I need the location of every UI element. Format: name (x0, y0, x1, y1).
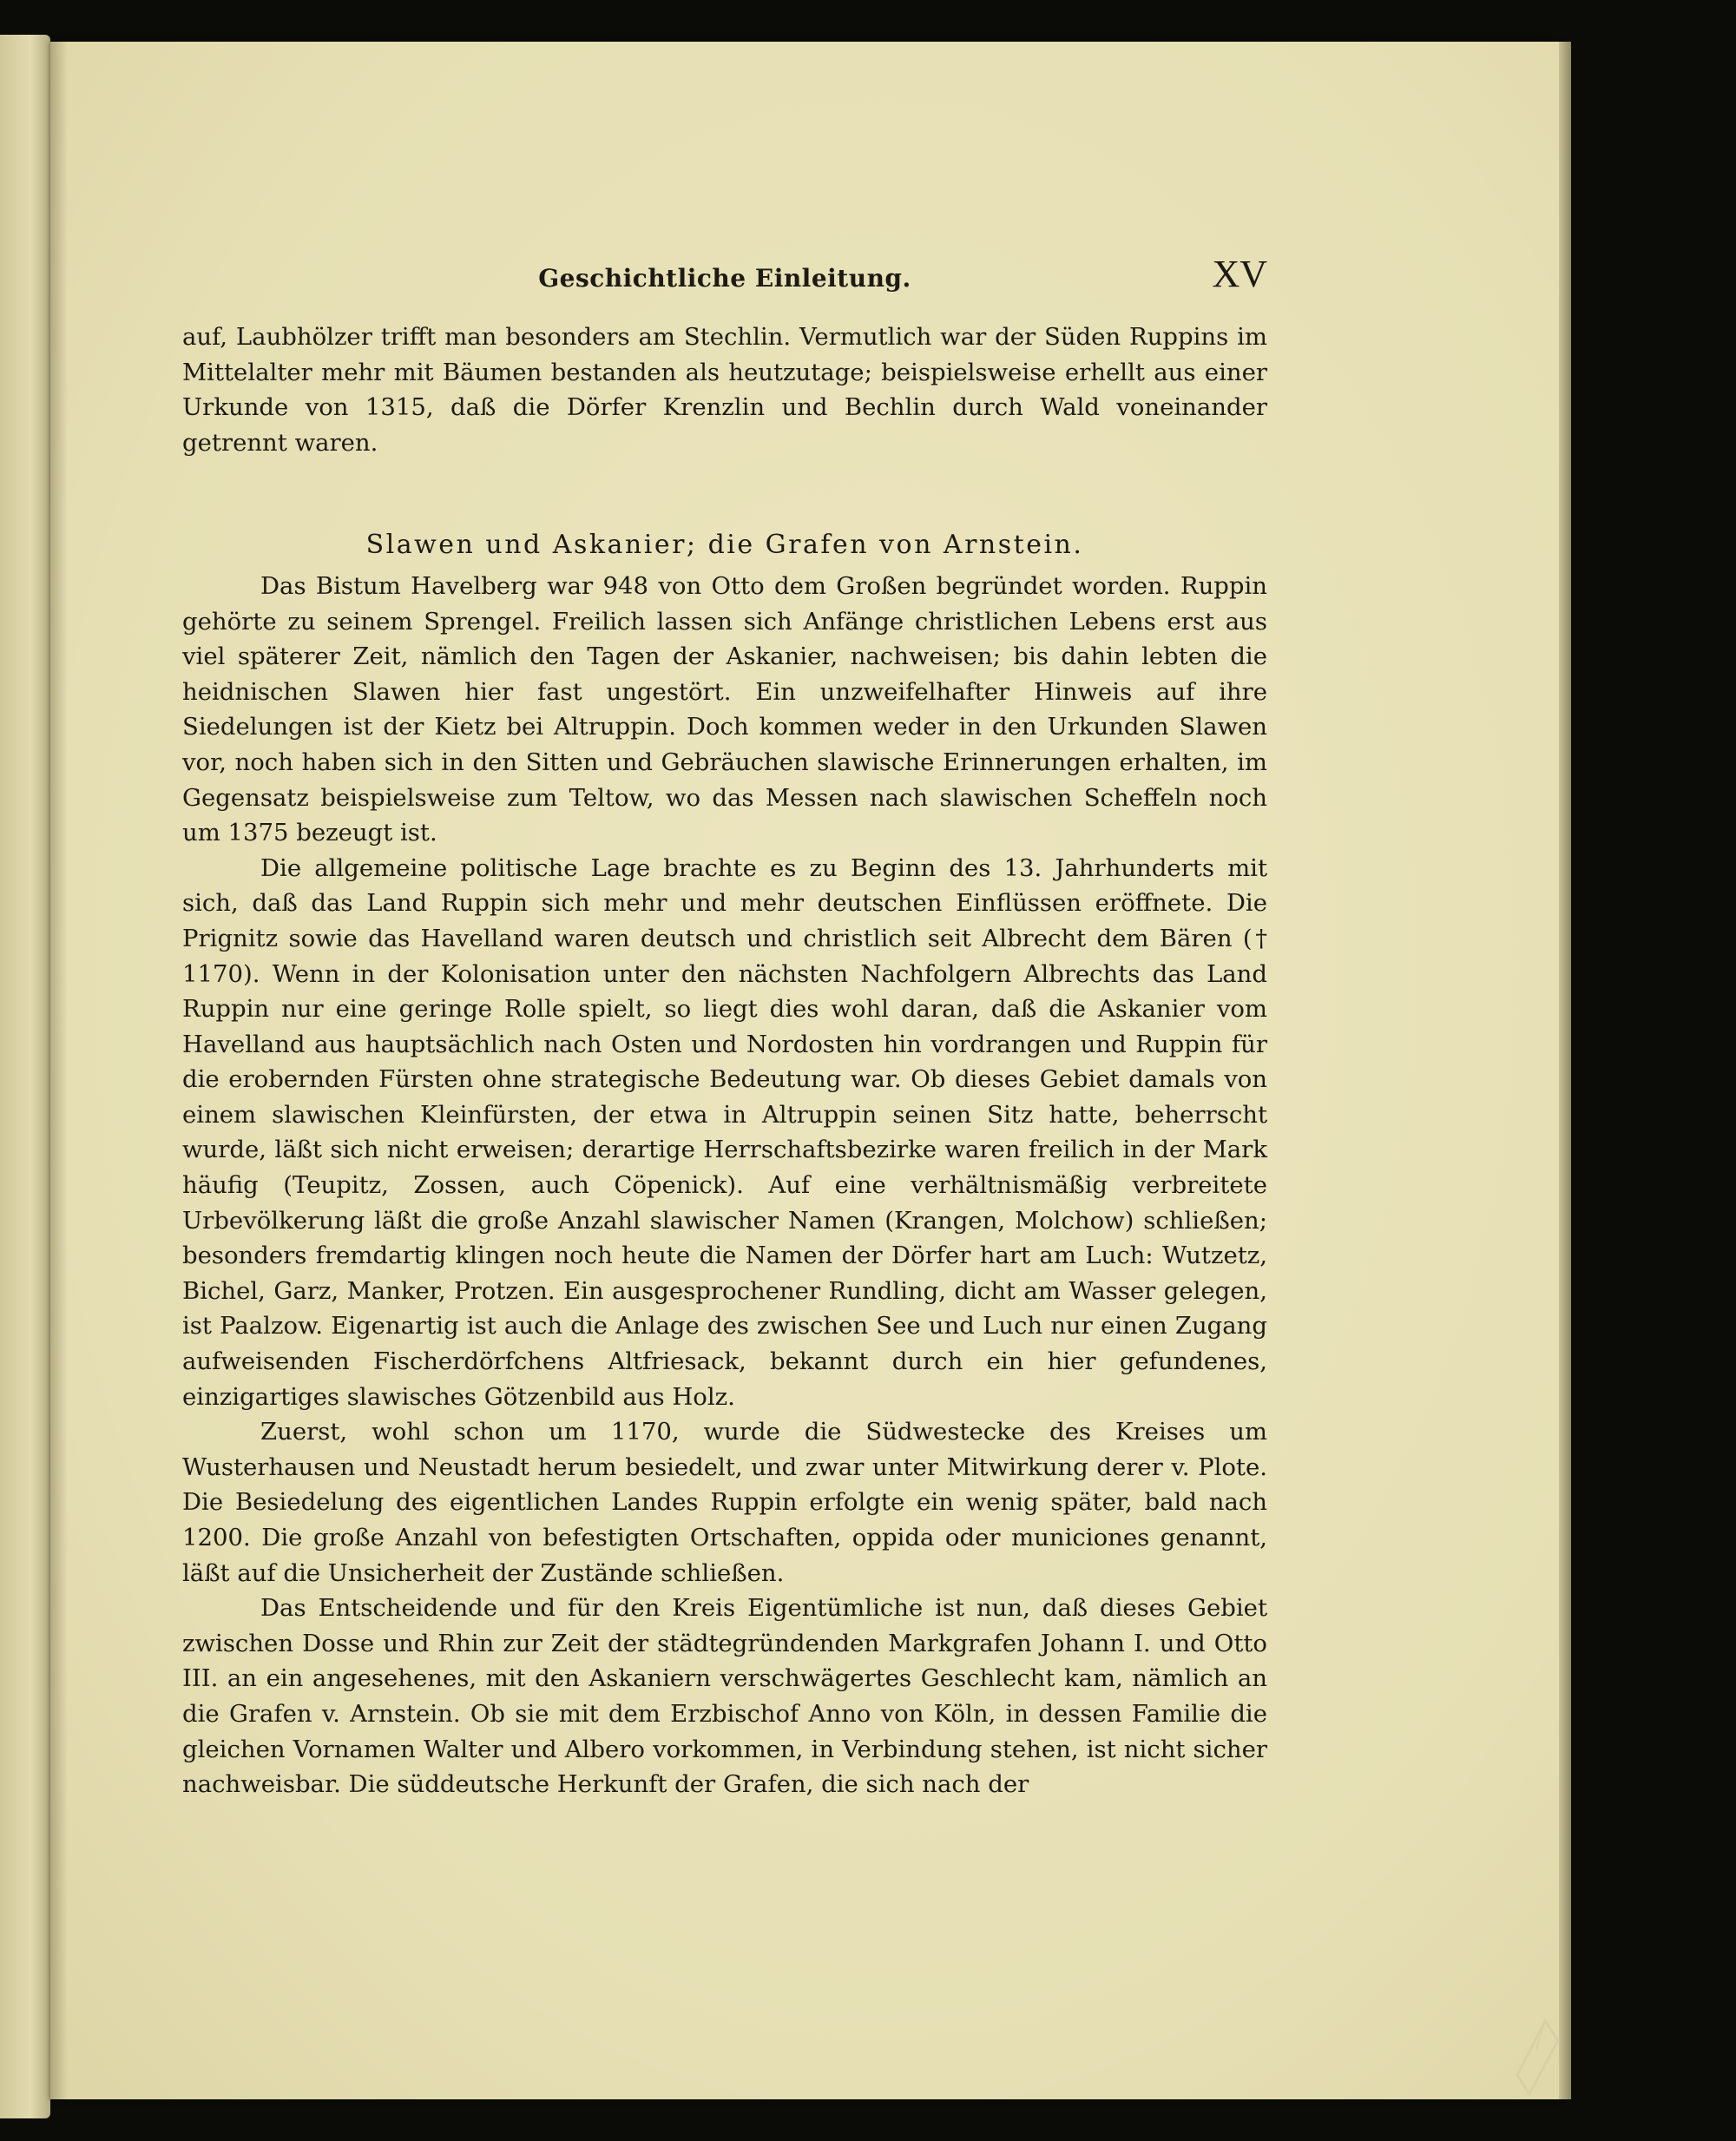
paragraph-1: Das Bistum Havelberg war 948 von Otto dem Großen begründet worden. Ruppin gehörte zu seinem Sprengel. Freilich lassen sich Anfänge christlichen Lebens erst aus viel späterer Zeit, nämlich den Tagen der Askanier, nachweisen; bis dahin lebten die heidnischen Slawen hier fast ungestört. Ein unzweifelhafter Hinweis auf ihre Siedelungen ist der Kietz bei Altruppin. Doch kommen weder in den Urkunden Slawen vor, noch haben sich in den Sitten und Gebräuchen slawische Erinnerungen erhalten, im Gegensatz beispielsweise zum Teltow, wo das Messen nach slawischen Scheffeln noch um 1375 bezeugt ist. (182, 571, 1267, 847)
section-heading: Slawen und Askanier; die Grafen von Arnstein. (365, 530, 1084, 561)
paragraph-4: Das Entscheidende und für den Kreis Eigentümliche ist nun, daß dieses Gebiet zwischen Dosse und Rhin zur Zeit der städtegründenden Markgrafen Johann I. und Otto III. an ein angesehenes, mit den Askaniern verschwägertes Geschlecht kam, nämlich an die Grafen v. Arnstein. Ob sie mit dem Erzbischof Anno von Köln, in dessen Familie die gleichen Vornamen Walter und Albero vorkommen, in Verbindung stehen, ist nicht sicher nachweisbar. Die süddeutsche Herkunft der Grafen, die sich nach der (182, 1594, 1267, 1799)
page-right-edge (1559, 42, 1571, 2099)
paragraph-2: Die allgemeine politische Lage brachte es zu Beginn des 13. Jahrhunderts mit sich, daß das Land Ruppin sich mehr und mehr deutschen Einflüssen eröffnete. Die Prignitz sowie das Havelland waren deutsch und christlich seit Albrecht dem Bären († 1170). Wenn in der Kolonisation unter den nächsten Nachfolgern Albrechts das Land Ruppin nur eine geringe Rolle spielt, so liegt dies wohl daran, daß die Askanier vom Havelland aus hauptsächlich nach Osten und Nordosten hin vordrangen und Ruppin für die erobernden Fürsten ohne strategische Bedeutung war. Ob dieses Gebiet damals von einem slawischen Kleinfürsten, der etwa in Altruppin seinen Sitz hatte, beherrscht wurde, läßt sich nicht erweisen; derartige Herrschaftsbezirke waren freilich in der Mark häufig (Teupitz, Zossen, auch Cöpenick). Auf eine verhältnismäßig verbreitete Urbevölkerung läßt die große Anzahl slawischer Namen (Krangen, Molchow) schließen; besonders fremdartig klingen noch heute die Namen der Dörfer hart am Luch: Wutzetz, Bichel, Garz, Manker, Protzen. Ein ausgesprochener Rundling, dicht am Wasser gelegen, ist Paalzow. Eigenartig ist auch die Anlage des zwischen See und Luch nur einen Zugang aufweisenden Fischerdörfchens Altfriesack, bekannt durch ein hier gefundenes, einzigartiges slawisches Götzenbild aus Holz. (182, 853, 1267, 1411)
page-header (182, 252, 1267, 304)
page-number: XV (1212, 253, 1267, 295)
page-gutter-shadow (50, 42, 68, 2099)
running-title: Geschichtliche Einleitung. (538, 264, 911, 293)
corner-scan-mark-icon (1510, 2014, 1562, 2101)
intro-paragraph: auf, Laubhölzer trifft man besonders am Stechlin. Vermutlich war der Süden Ruppins im Mittelalter mehr mit Bäumen bestanden als heutzutage; beispielsweise erhellt aus einer Urkunde von 1315, daß die Dörfer Krenzlin und Bechlin durch Wald voneinander getrennt waren. (182, 323, 1267, 457)
body-text (182, 320, 1267, 1802)
paragraph-3: Zuerst, wohl schon um 1170, wurde die Südwestecke des Kreises um Wusterhausen und Neustadt herum besiedelt, und zwar unter Mitwirkung derer v. Plote. Die Besiedelung des eigentlichen Landes Ruppin erfolgte ein wenig später, bald nach 1200. Die große Anzahl von befestigten Ortschaften, oppida oder municiones genannt, läßt auf die Unsicherheit der Zustände schließen. (182, 1418, 1267, 1587)
previous-page-edge (0, 35, 50, 2118)
